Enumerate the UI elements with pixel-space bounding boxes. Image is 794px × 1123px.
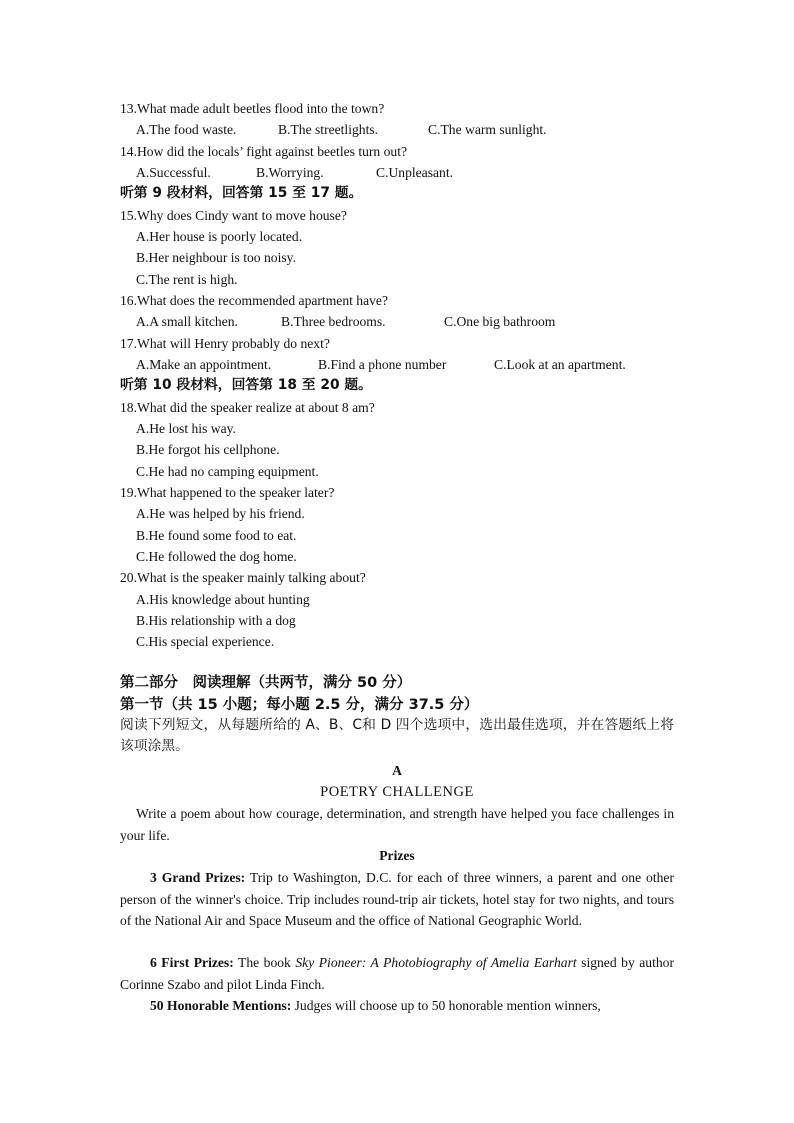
grand-prizes-text: Trip to Washington, D.C. for each of three winners, a parent and one other person of the winner's choice. Trip includes round-trip air tickets, hotel stay for two nights, and tours of the National Air and Space Museum and the office of National Geographic World.	[120, 870, 674, 928]
question-17-options	[136, 356, 696, 374]
option-b: B.Her neighbour is too noisy.	[136, 250, 296, 265]
option-b: B.He forgot his cellphone.	[136, 442, 280, 457]
section-title: 第一节（共 15 小题；每小题 2.5 分，满分 37.5 分）	[120, 697, 479, 713]
first-prizes-text: The book	[233, 955, 296, 970]
option-a: A.A small kitchen.	[136, 314, 238, 329]
option-a: A.Her house is poorly located.	[136, 229, 303, 244]
option-b: B.Worrying.	[256, 165, 324, 180]
question-15: 15.Why does Cindy want to move house?	[120, 208, 347, 223]
passage-intro: Write a poem about how courage, determination, and strength have helped you face challenges in your life.	[120, 806, 674, 843]
prizes-heading: Prizes	[379, 848, 415, 863]
option-c: C.One big bathroom	[444, 314, 556, 329]
option-c: C.Unpleasant.	[376, 165, 454, 180]
question-13: 13.What made adult beetles flood into the town?	[120, 101, 385, 116]
option-c: C.He had no camping equipment.	[136, 464, 319, 479]
section-heading-9: 听第 9 段材料，回答第 15 至 17 题。	[120, 185, 363, 201]
question-14-options	[136, 164, 696, 182]
question-18: 18.What did the speaker realize at about 8 am?	[120, 400, 375, 415]
question-16-options	[136, 313, 696, 331]
part-title: 第二部分 阅读理解（共两节，满分 50 分）	[120, 675, 412, 691]
honorable-mentions-text: Judges will choose up to 50 honorable mention winners,	[291, 998, 601, 1013]
question-14: 14.How did the locals’ fight against beetles turn out?	[120, 144, 408, 159]
option-b: B.The streetlights.	[278, 122, 379, 137]
passage-title: POETRY CHALLENGE	[320, 784, 474, 800]
first-prizes-text-end: signed by author Corinne Szabo and pilot Linda Finch.	[120, 955, 674, 992]
honorable-mentions-paragraph	[120, 995, 674, 1017]
grand-prizes-label: 3 Grand Prizes:	[150, 870, 246, 885]
honorable-mentions-label: 50 Honorable Mentions:	[150, 998, 292, 1013]
option-a: A.He was helped by his friend.	[136, 506, 305, 521]
option-c: C.The warm sunlight.	[428, 122, 547, 137]
option-b: B.He found some food to eat.	[136, 528, 297, 543]
option-c: C.The rent is high.	[136, 272, 238, 287]
option-c: C.He followed the dog home.	[136, 549, 297, 564]
option-c: C.Look at an apartment.	[494, 357, 626, 372]
question-16: 16.What does the recommended apartment have?	[120, 293, 388, 308]
grand-prizes-paragraph	[120, 867, 674, 932]
question-19: 19.What happened to the speaker later?	[120, 485, 335, 500]
option-b: B.His relationship with a dog	[136, 613, 296, 628]
option-a: A.Successful.	[136, 165, 211, 180]
option-b: B.Three bedrooms.	[281, 314, 386, 329]
first-prizes-label: 6 First Prizes:	[150, 955, 234, 970]
passage-letter: A	[392, 763, 402, 778]
option-c: C.His special experience.	[136, 634, 275, 649]
option-a: A.His knowledge about hunting	[136, 592, 310, 607]
question-17: 17.What will Henry probably do next?	[120, 336, 330, 351]
question-20: 20.What is the speaker mainly talking about?	[120, 570, 366, 585]
question-13-options	[136, 121, 696, 139]
option-b: B.Find a phone number	[318, 357, 447, 372]
option-a: A.He lost his way.	[136, 421, 236, 436]
instructions: 阅读下列短文，从每题所给的 A、B、C和 D 四个选项中，选出最佳选项，并在答题纸上将该项涂黑。	[120, 717, 674, 754]
option-a: A.Make an appointment.	[136, 357, 272, 372]
option-a: A.The food waste.	[136, 122, 237, 137]
section-heading-10: 听第 10 段材料，回答第 18 至 20 题。	[120, 377, 372, 393]
book-title: Sky Pioneer: A Photobiography of Amelia Earhart	[295, 955, 577, 970]
first-prizes-paragraph	[120, 952, 674, 995]
